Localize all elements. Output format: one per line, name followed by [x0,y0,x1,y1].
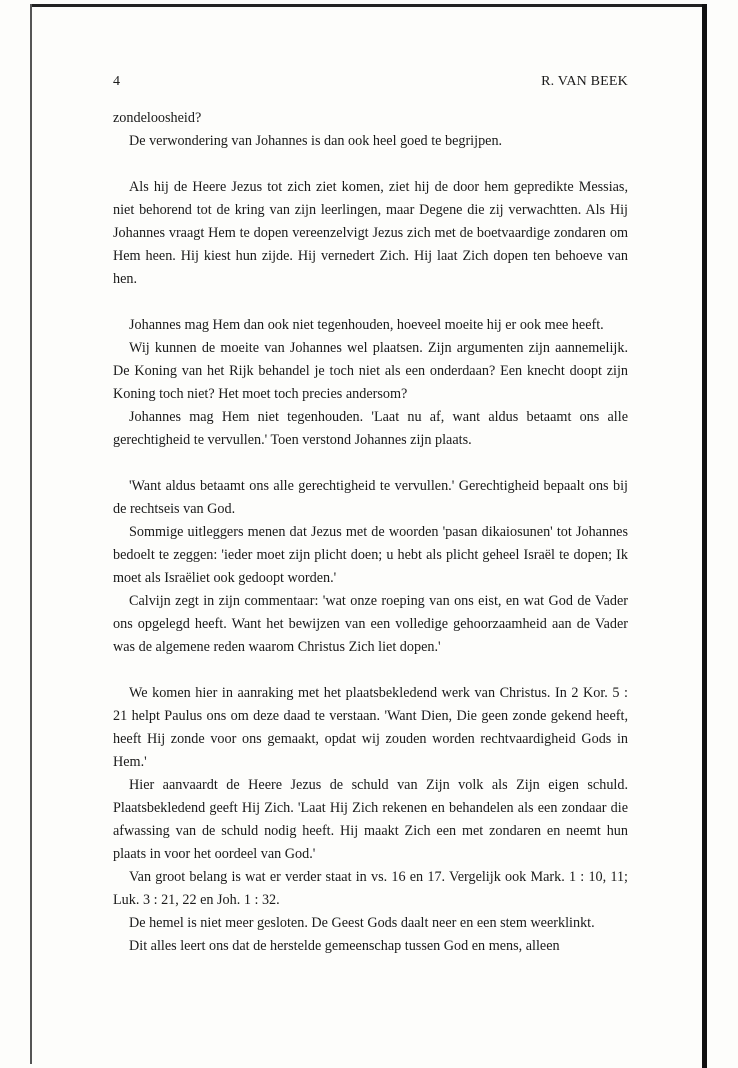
body-text [113,107,628,958]
paragraph: Dit alles leert ons dat de herstelde gemeenschap tussen God en mens, alleen [129,938,560,954]
scan-edge-top [30,4,704,7]
page-header [113,74,628,94]
paragraph: 'Want aldus betaamt ons alle gerechtigheid te vervullen.' Gerechtigheid bepaalt ons bij de rechtseis van God. [113,478,628,517]
paragraph: zondeloosheid? [113,110,202,126]
running-head: R. VAN BEEK [541,74,628,89]
paragraph: Hier aanvaardt de Heere Jezus de schuld van Zijn volk als Zijn eigen schuld. Plaatsbekledend geeft Hij Zich. 'Laat Hij Zich rekenen en behandelen als een zondaar die afwassing van de schuld nodig heeft. Hij maakt Zich een met zondaren en neemt hun plaats in voor het oordeel van God.' [113,777,628,862]
paragraph: We komen hier in aanraking met het plaatsbekledend werk van Christus. In 2 Kor. 5 : 21 helpt Paulus ons om deze daad te verstaan. 'Want Dien, Die geen zonde gekend heeft, heeft Hij zonde voor ons gemaakt, opdat wij zouden worden rechtvaardigheid Gods in Hem.' [113,685,628,770]
paragraph: Als hij de Heere Jezus tot zich ziet komen, ziet hij de door hem gepredikte Messias, niet behorend tot de kring van zijn leerlingen, maar Degene die zij verwachtten. Als Hij Johannes vraagt Hem te dopen vereenzelvigt Jezus zich met de boetvaardige zondaren om Hem heen. Hij kiest hun zijde. Hij vernedert Zich. Hij laat Zich dopen ten behoeve van hen. [113,179,628,287]
paragraph: Calvijn zegt in zijn commentaar: 'wat onze roeping van ons eist, en wat God de Vader ons opgelegd heeft. Want het bewijzen van een volledige gehoorzaamheid aan de Vader was de algemene reden waarom Christus Zich liet dopen.' [113,593,628,655]
paragraph: Johannes mag Hem niet tegenhouden. 'Laat nu af, want aldus betaamt ons alle gerechtigheid te vervullen.' Toen verstond Johannes zijn plaats. [113,409,628,448]
scan-edge-left [30,4,32,1064]
paragraph: Van groot belang is wat er verder staat in vs. 16 en 17. Vergelijk ook Mark. 1 : 10, 11; Luk. 3 : 21, 22 en Joh. 1 : 32. [113,869,628,908]
scan-edge-right [702,4,707,1068]
paragraph: Johannes mag Hem dan ook niet tegenhouden, hoeveel moeite hij er ook mee heeft. [129,317,604,333]
paragraph: Sommige uitleggers menen dat Jezus met de woorden 'pasan dikaiosunen' tot Johannes bedoelt te zeggen: 'ieder moet zijn plicht doen; u hebt als plicht geheel Israël te dopen; Ik moet als Israëliet ook gedoopt worden.' [113,524,628,586]
paragraph: De hemel is niet meer gesloten. De Geest Gods daalt neer en een stem weerklinkt. [129,915,595,931]
paragraph: Wij kunnen de moeite van Johannes wel plaatsen. Zijn argumenten zijn aannemelijk. De Koning van het Rijk behandel je toch niet als een onderdaan? Een knecht doopt zijn Koning toch niet? Het moet toch precies andersom? [113,340,628,402]
paragraph: De verwondering van Johannes is dan ook heel goed te begrijpen. [129,133,503,149]
page-number: 4 [113,74,120,89]
